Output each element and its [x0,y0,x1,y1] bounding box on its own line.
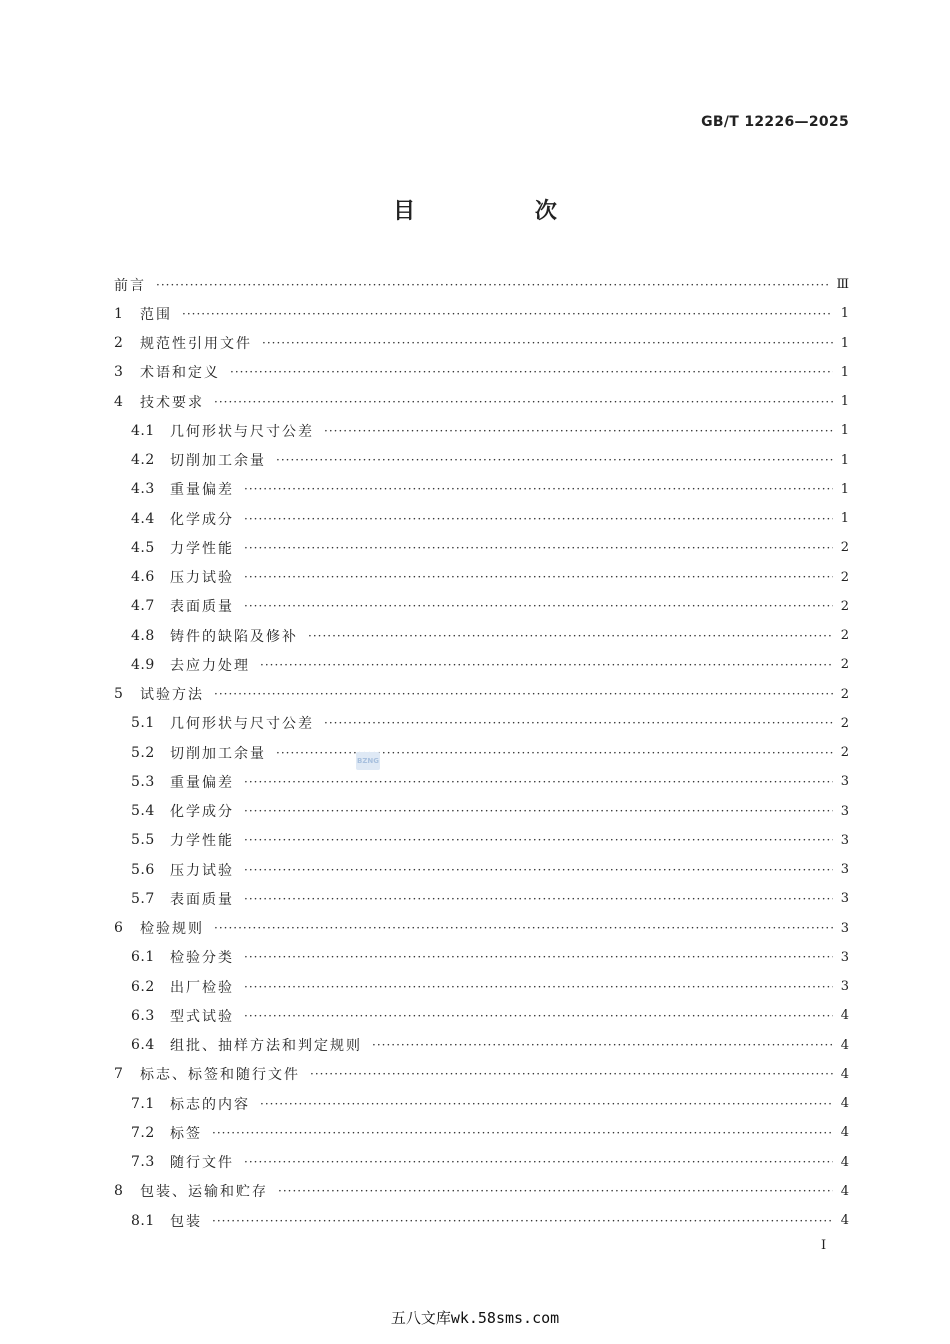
toc-entry-number: 4.4 [131,510,155,527]
toc-leader-dots [214,921,833,935]
toc-leader-dots [244,512,833,526]
toc-leader-dots [244,863,833,877]
toc-entry-number: 5.6 [131,861,155,878]
toc-entry-number: 6 [114,920,124,937]
toc-entry-label: 组批、抽样方法和判定规则 [170,1038,362,1055]
toc-entry-label: 随行文件 [170,1155,234,1172]
toc-leader-dots [212,1214,833,1228]
toc-entry-label: 化学成分 [170,511,234,528]
toc-entry-page: 2 [840,745,849,761]
toc-entry-label: 几何形状与尺寸公差 [170,716,314,733]
toc-entry-number: 6.2 [131,978,155,995]
footer-watermark: 五八文库wk.58sms.com [390,1309,560,1327]
toc-entry-page: 4 [840,1154,849,1170]
toc-entry-label: 压力试验 [170,570,234,587]
toc-entry-page: 2 [840,715,849,731]
toc-leader-dots [244,1155,833,1169]
toc-entry-label: 范围 [140,306,172,323]
toc-entry[interactable] [114,358,849,387]
toc-entry-label: 压力试验 [170,862,234,879]
toc-entry-page: 2 [840,598,849,614]
toc-entry[interactable] [114,826,849,855]
toc-entry-page: 2 [840,686,849,702]
toc-entry[interactable] [114,329,849,358]
toc-leader-dots [276,453,833,467]
toc-entry-number: 7.1 [131,1095,155,1112]
toc-entry-label: 术语和定义 [140,365,220,382]
toc-entry-page: 1 [840,394,849,410]
toc-entry[interactable] [114,767,849,796]
toc-entry-page: 1 [840,364,849,380]
toc-leader-dots [214,395,833,409]
toc-leader-dots [230,365,833,379]
toc-leader-dots [244,804,833,818]
toc-entry-label: 表面质量 [170,599,234,616]
toc-entry[interactable] [114,680,849,709]
toc-entry[interactable] [114,446,849,475]
toc-entry-number: 8 [114,1183,124,1200]
toc-entry-page: 3 [840,920,849,936]
toc-entry[interactable] [114,943,849,972]
toc-entry-label: 前言 [114,277,146,294]
toc-entry[interactable] [114,1031,849,1060]
toc-entry[interactable] [114,884,849,913]
toc-entry-number: 4.2 [131,452,155,469]
toc-entry-number: 6.3 [131,1007,155,1024]
toc-entry-number: 3 [114,364,124,381]
toc-entry-page: 3 [840,803,849,819]
toc-entry-label: 标志的内容 [170,1096,250,1113]
toc-entry-page: 3 [840,949,849,965]
toc-entry-label: 重量偏差 [170,774,234,791]
toc-entry[interactable] [114,709,849,738]
toc-entry-number: 7.2 [131,1124,155,1141]
toc-entry-number: 4.5 [131,539,155,556]
toc-entry[interactable] [114,504,849,533]
toc-entry-number: 6.1 [131,949,155,966]
toc-entry-label: 切削加工余量 [170,453,266,470]
toc-entry-number: 5.5 [131,832,155,849]
toc-entry[interactable] [114,592,849,621]
toc-entry-number: 2 [114,335,124,352]
toc-entry-number: 1 [114,305,124,322]
toc-leader-dots [260,1097,833,1111]
toc-entry-label: 标志、标签和随行文件 [140,1067,300,1084]
toc-entry[interactable] [114,1060,849,1089]
toc-leader-dots [244,833,833,847]
toc-entry-number: 8.1 [131,1212,155,1229]
toc-leader-dots [244,482,833,496]
toc-leader-dots [214,687,833,701]
toc-entry-label: 化学成分 [170,804,234,821]
standard-code: GB/T 12226—2025 [701,114,849,130]
toc-entry-label: 重量偏差 [170,482,234,499]
toc-leader-dots [244,599,833,613]
toc-entry-page: 2 [840,540,849,556]
toc-entry-number: 4.7 [131,598,155,615]
toc-entry[interactable] [114,475,849,504]
toc-entry-number: 4.8 [131,627,155,644]
toc-entry-label: 检验规则 [140,921,204,938]
toc-entry-label: 几何形状与尺寸公差 [170,423,314,440]
toc-entry[interactable] [114,797,849,826]
toc-entry[interactable] [114,1118,849,1147]
toc-leader-dots [156,278,830,292]
toc-entry[interactable] [114,738,849,767]
toc-leader-dots [244,980,833,994]
toc-entry-label: 出厂检验 [170,979,234,996]
toc-entry[interactable] [114,416,849,445]
toc-entry-page: 1 [840,511,849,527]
toc-entry-label: 表面质量 [170,891,234,908]
toc-entry-page: 1 [840,335,849,351]
toc-leader-dots [262,336,833,350]
toc-entry-number: 4.9 [131,656,155,673]
toc-entry-page: 4 [840,1008,849,1024]
toc-entry-label: 铸件的缺陷及修补 [170,628,298,645]
toc-entry-page: 4 [840,1125,849,1141]
toc-entry-page: 2 [840,628,849,644]
toc-leader-dots [308,629,833,643]
toc-entry-number: 4 [114,393,124,410]
toc-leader-dots [244,1009,833,1023]
toc-entry-page: 3 [840,979,849,995]
toc-entry-page: 4 [840,1183,849,1199]
toc-leader-dots [244,541,833,555]
toc-entry[interactable] [114,914,849,943]
toc-leader-dots [244,775,833,789]
toc-leader-dots [324,424,833,438]
toc-entry[interactable] [114,533,849,562]
toc-entry-page: 1 [840,423,849,439]
toc-entry-label: 去应力处理 [170,657,250,674]
toc-entry-label: 力学性能 [170,833,234,850]
toc-entry-label: 技术要求 [140,394,204,411]
toc-entry-number: 5 [114,686,124,703]
toc-entry[interactable] [114,1089,849,1118]
toc-entry[interactable] [114,1177,849,1206]
toc-entry-label: 规范性引用文件 [140,336,252,353]
toc-entry[interactable] [114,972,849,1001]
toc-entry-label: 包装、运输和贮存 [140,1184,268,1201]
toc-leader-dots [260,658,833,672]
page-title: 目 次 [393,199,613,224]
toc-entry-page: 1 [840,306,849,322]
toc-entry[interactable] [114,1206,849,1235]
toc-entry-number: 7.3 [131,1154,155,1171]
toc-leader-dots [372,1038,833,1052]
toc-entry-page: 4 [840,1066,849,1082]
toc-entry-number: 4.3 [131,481,155,498]
toc-entry-page: 3 [840,862,849,878]
toc-leader-dots [324,716,833,730]
toc-entry-page: 3 [840,832,849,848]
toc-entry-label: 力学性能 [170,540,234,557]
toc-entry-number: 5.4 [131,803,155,820]
toc-entry-number: 4.6 [131,569,155,586]
toc-entry-number: 4.1 [131,422,155,439]
toc-entry-page: 2 [840,657,849,673]
toc-entry-page: 1 [840,481,849,497]
toc-entry[interactable] [114,855,849,884]
page-number: I [821,1238,827,1253]
toc-entry-label: 试验方法 [140,687,204,704]
toc-entry-page: 1 [840,452,849,468]
toc-entry-page: 3 [840,774,849,790]
toc-entry-number: 5.1 [131,715,155,732]
toc-entry-page: 3 [840,891,849,907]
toc-leader-dots [182,307,833,321]
toc-entry-number: 5.2 [131,744,155,761]
toc-entry-number: 5.3 [131,773,155,790]
toc-entry-label: 包装 [170,1213,202,1230]
toc-entry-page: 4 [840,1213,849,1229]
watermark-logo: BZNG [356,752,380,770]
toc-entry[interactable] [114,1148,849,1177]
toc-entry-page: 4 [840,1096,849,1112]
toc-entry[interactable] [114,387,849,416]
toc-entry-label: 切削加工余量 [170,745,266,762]
toc-leader-dots [244,570,833,584]
toc-entry-page: 2 [840,569,849,585]
toc-leader-dots [278,1184,833,1198]
toc-entry-label: 型式试验 [170,1008,234,1025]
toc-entry-number: 7 [114,1066,124,1083]
toc-entry[interactable] [114,563,849,592]
toc-entry-page: 4 [840,1037,849,1053]
toc-entry-label: 标签 [170,1125,202,1142]
toc-leader-dots [244,892,833,906]
toc-entry-page: Ⅲ [836,277,849,293]
table-of-contents [114,270,849,1235]
toc-leader-dots [244,950,833,964]
toc-entry-number: 5.7 [131,890,155,907]
toc-entry-number: 6.4 [131,1037,155,1054]
toc-entry[interactable] [114,299,849,328]
toc-entry-label: 检验分类 [170,950,234,967]
toc-leader-dots [310,1067,833,1081]
toc-entry[interactable] [114,621,849,650]
toc-entry[interactable] [114,270,849,299]
toc-entry[interactable] [114,1001,849,1030]
toc-entry[interactable] [114,650,849,679]
toc-leader-dots [212,1126,833,1140]
